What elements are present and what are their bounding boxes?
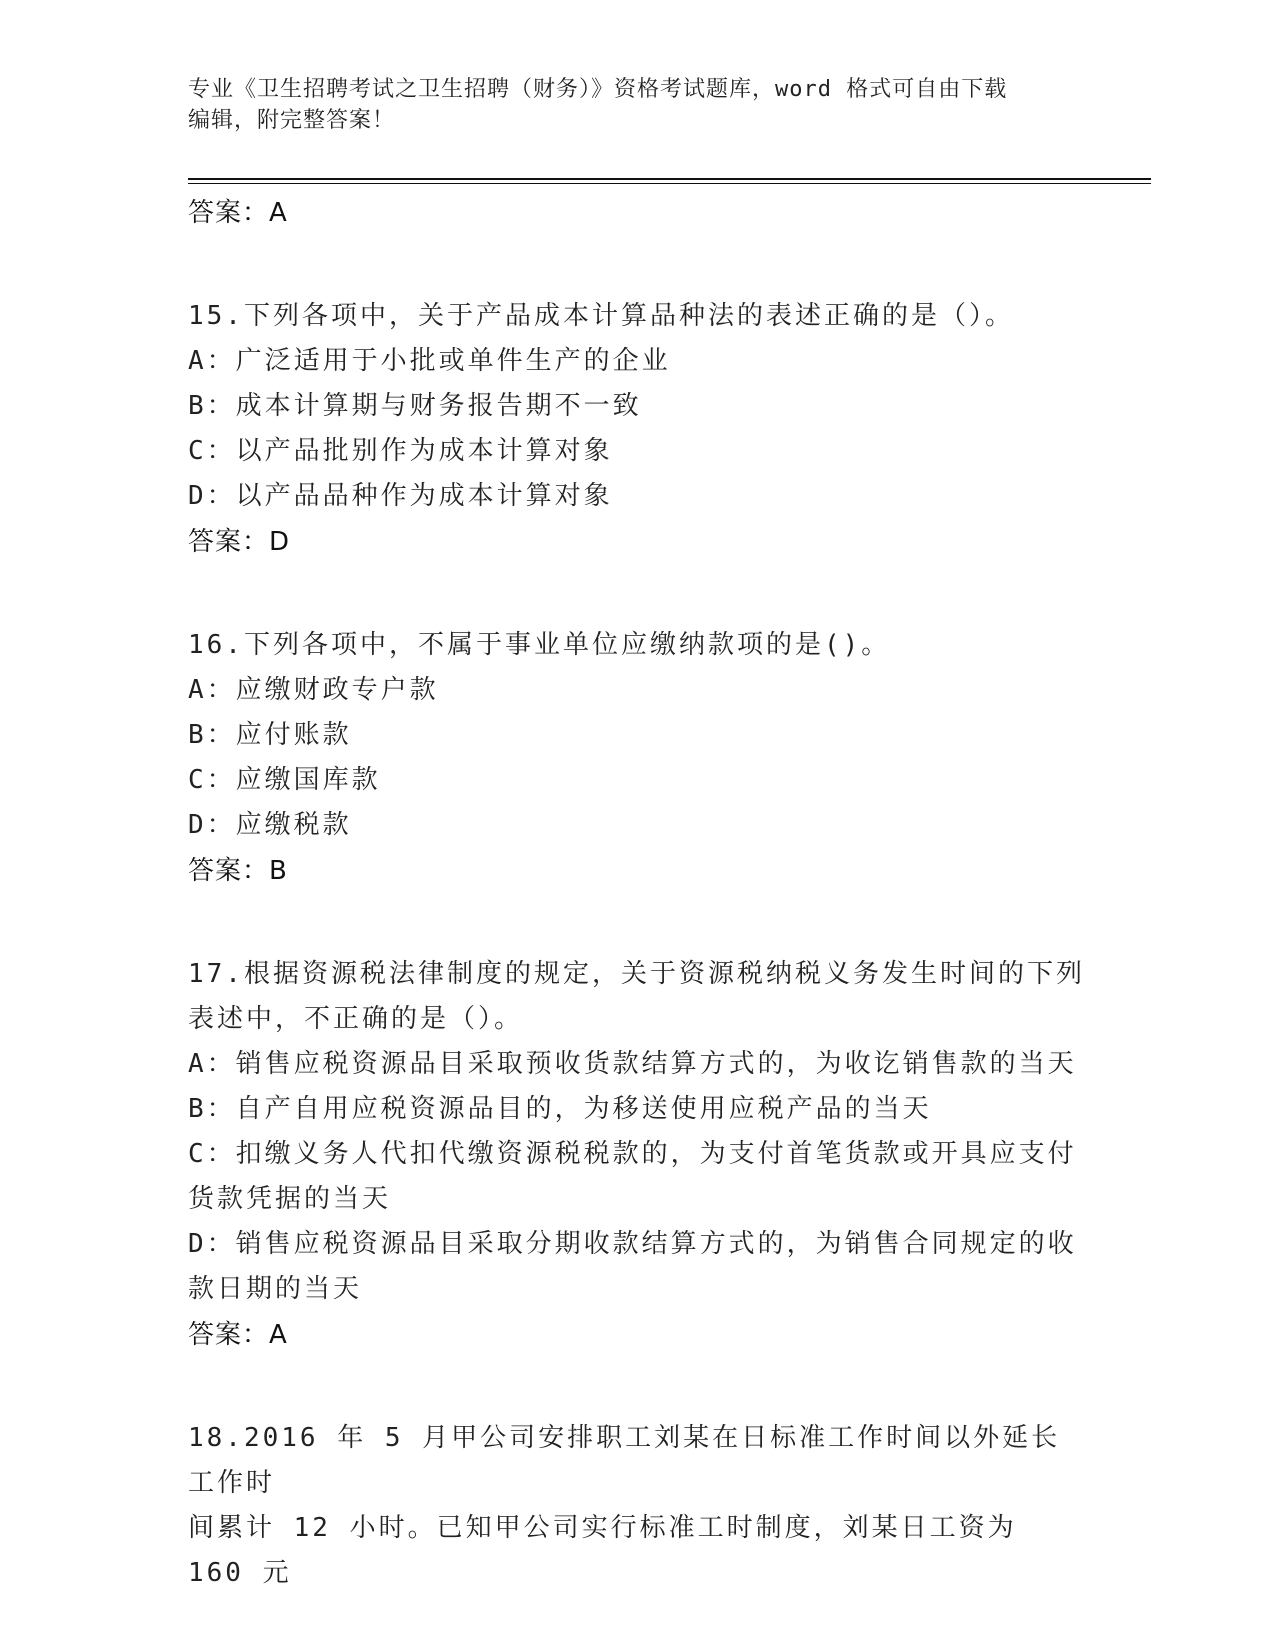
question-list <box>188 190 1088 1596</box>
answer-line: 答案：A <box>188 198 288 228</box>
question-item <box>188 294 1088 565</box>
option-d-cont: 款日期的当天 <box>188 1274 363 1304</box>
question-text: 18.2016 年 5 月甲公司安排职工刘某在日标准工作时间以外延长工作时 <box>188 1423 1061 1498</box>
option-d: D：应缴税款 <box>188 810 352 840</box>
option-c: C：扣缴义务人代扣代缴资源税税款的，为支付首笔货款或开具应支付 <box>188 1139 1077 1169</box>
option-d: D：销售应税资源品目采取分期收款结算方式的，为销售合同规定的收 <box>188 1229 1077 1259</box>
header-line-1: 专业《卫生招聘考试之卫生招聘（财务）》资格考试题库，word 格式可自由下载 <box>188 77 1008 102</box>
question-text: 17.根据资源税法律制度的规定，关于资源税纳税义务发生时间的下列 <box>188 959 1085 989</box>
option-b: B：应付账款 <box>188 720 352 750</box>
option-a: A：销售应税资源品目采取预收货款结算方式的，为收讫销售款的当天 <box>188 1049 1077 1079</box>
question-item <box>188 952 1088 1358</box>
question-text-cont: 间累计 12 小时。已知甲公司实行标准工时制度，刘某日工资为 160 元 <box>188 1513 1017 1588</box>
option-c: C：以产品批别作为成本计算对象 <box>188 436 613 466</box>
option-c-cont: 货款凭据的当天 <box>188 1184 392 1214</box>
question-item <box>188 1416 1088 1596</box>
option-a: A：应缴财政专户款 <box>188 675 439 705</box>
option-c: C：应缴国库款 <box>188 765 381 795</box>
document-header <box>188 74 1068 136</box>
question-text: 15.下列各项中，关于产品成本计算品种法的表述正确的是（）。 <box>188 301 1014 331</box>
option-b: B：成本计算期与财务报告期不一致 <box>188 391 642 421</box>
option-d: D：以产品品种作为成本计算对象 <box>188 481 613 511</box>
answer-line: 答案：A <box>188 1320 288 1350</box>
option-b: B：自产自用应税资源品目的，为移送使用应税产品的当天 <box>188 1094 932 1124</box>
answer-line: 答案：D <box>188 527 291 557</box>
question-text-cont: 表述中，不正确的是（）。 <box>188 1004 524 1034</box>
header-divider <box>188 178 1151 180</box>
question-item <box>188 623 1088 894</box>
answer-line: 答案：B <box>188 856 288 886</box>
header-line-2: 编辑，附完整答案！ <box>188 108 396 133</box>
option-a: A：广泛适用于小批或单件生产的企业 <box>188 346 671 376</box>
header-divider-thin <box>188 183 1151 184</box>
question-text: 16.下列各项中，不属于事业单位应缴纳款项的是()。 <box>188 630 891 660</box>
